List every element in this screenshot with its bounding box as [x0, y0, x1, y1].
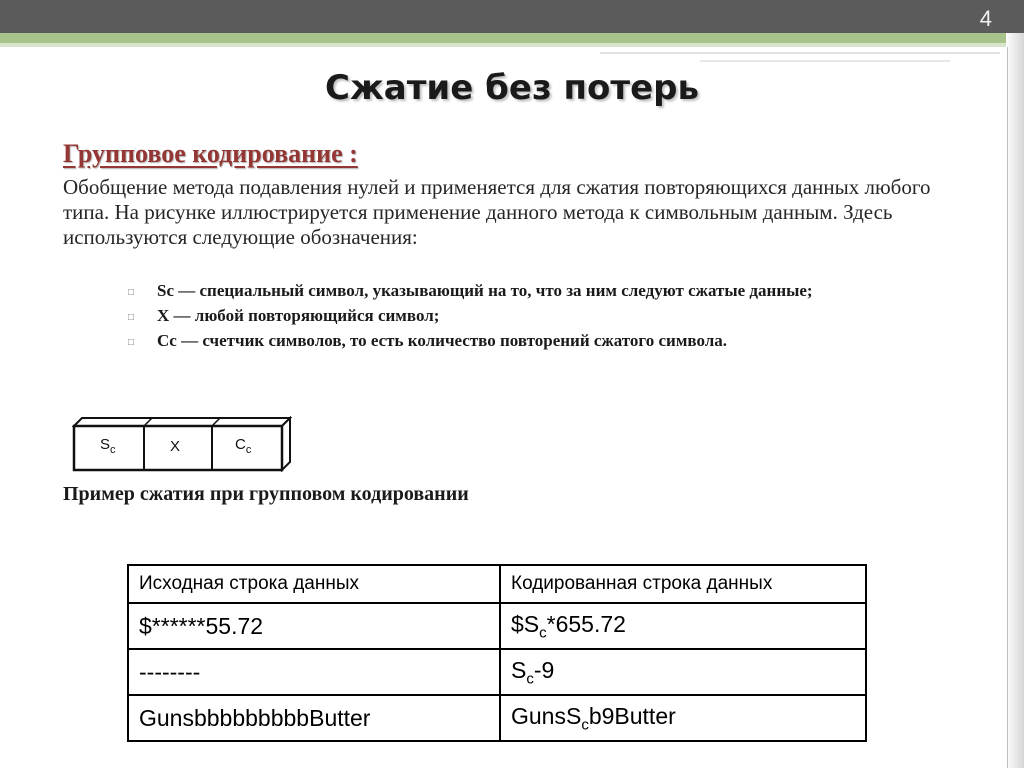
accent-stripe — [0, 33, 1024, 43]
accent-stripe-light — [0, 43, 1024, 47]
source-cell: -------- — [128, 649, 500, 695]
compression-example-table — [127, 564, 867, 742]
column-header-source: Исходная строка данных — [128, 565, 500, 603]
decor-line — [700, 60, 950, 62]
diagram-cell-cc: $C_c$ — [235, 436, 252, 456]
source-cell: GunsbbbbbbbbbButter — [128, 695, 500, 741]
encoded-cell: $S_c-9$ — [500, 649, 866, 695]
example-heading: Пример сжатия при групповом кодировании — [63, 483, 469, 505]
notation-list — [128, 281, 968, 356]
square-bullet-icon: □ — [128, 312, 135, 323]
table-header-row — [128, 565, 866, 603]
diagram-cell-sc: $S_c$ — [100, 436, 116, 456]
list-item — [128, 281, 968, 300]
slide-frame-shadow — [1006, 33, 1024, 768]
table-row — [128, 649, 866, 695]
slide-frame-line — [1007, 47, 1008, 768]
page-number: 4 — [979, 6, 992, 31]
bullet-text: X — любой повторяющийся символ; — [157, 306, 440, 325]
square-bullet-icon: □ — [128, 337, 135, 348]
bullet-text: Sc — специальный символ, указывающий на то, что за ним следуют сжатые данные; — [157, 281, 813, 300]
slide-title: Сжатие без потерь — [325, 68, 699, 108]
column-header-encoded: Кодированная строка данных — [500, 565, 866, 603]
encoded-cell: $\$S_c*655.72$ — [500, 603, 866, 649]
diagram-cell-x: X — [170, 438, 181, 455]
source-cell: $******55.72 — [128, 603, 500, 649]
encoded-cell: GunsS$_c$b9Butter — [500, 695, 866, 741]
square-bullet-icon: □ — [128, 287, 135, 298]
list-item — [128, 306, 968, 325]
list-item — [128, 331, 968, 350]
section-heading: Групповое кодирование : — [63, 139, 358, 168]
decor-line — [600, 52, 1000, 54]
bullet-text: Cc — счетчик символов, то есть количество повторений сжатого символа. — [157, 331, 728, 350]
intro-paragraph: Обобщение метода подавления нулей и применяется для сжатия повторяющихся данных любого типа. На рисунке иллюстрируется применение данного метода к символьным данным. Здесь используются следующие обозначения: — [63, 175, 931, 249]
format-diagram — [72, 416, 292, 472]
slide-top-bar — [0, 0, 1024, 33]
table-row — [128, 603, 866, 649]
table-row — [128, 695, 866, 741]
